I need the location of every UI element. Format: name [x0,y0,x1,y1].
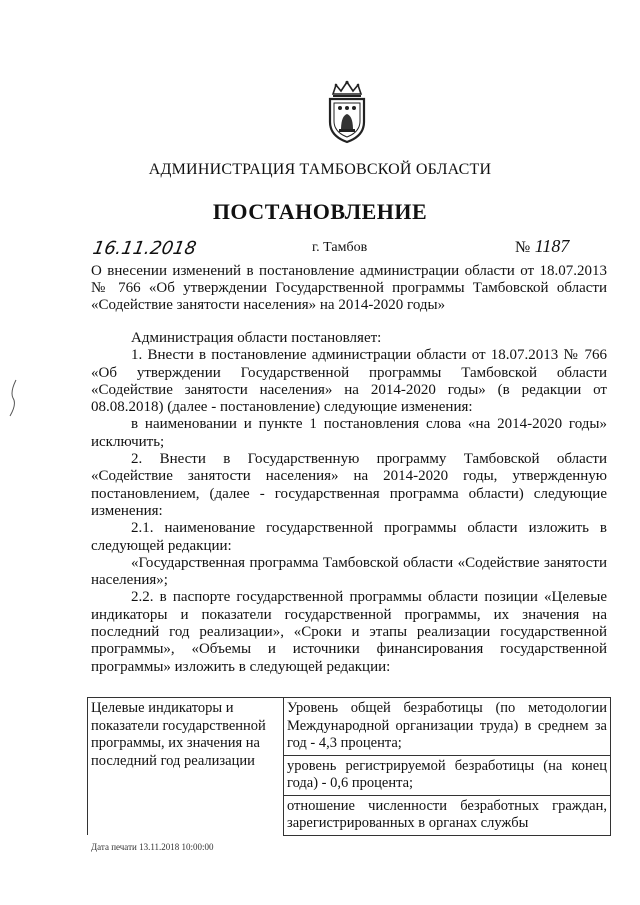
body-paragraph: 2.1. наименование государственной программы области изложить в следующей редакции: [91,520,607,554]
document-type-title: ПОСТАНОВЛЕНИЕ [212,199,428,224]
body-paragraph: в наименовании и пункте 1 постановления слова «на 2014-2020 годы» исключить; [91,416,607,450]
body-paragraph: Администрация области постановляет: [131,330,382,346]
table-cell-indicator-value: уровень регистрируемой безработицы (на конец года) - 0,6 процента; [284,755,611,795]
body-paragraph: 1. Внести в постановление администрации области от 18.07.2013 № 766 «Об утверждении Государственной программы Тамбовской области «Содействие занятости населения» на 2014-2020 годы» (в редакции от 08.08.2018) (далее - постановление) следующие изменения: [91,347,607,416]
document-body [91,330,607,676]
passport-table [87,697,611,836]
document-subject: О внесении изменений в постановление администрации области от 18.07.2013 № 766 «Об утверждении Государственной программы Тамбовской области «Содействие занятости населения» на 2014-2020 годы» [91,263,607,313]
number-value: 1187 [534,236,570,256]
table-row [88,698,611,756]
document-date: 16.11.2018 [91,238,198,259]
tambov-coat-of-arms-icon [324,80,370,144]
body-paragraph: «Государственная программа Тамбовской области «Содействие занятости населения»; [91,554,607,589]
administration-name: АДМИНИСТРАЦИЯ ТАМБОВСКОЙ ОБЛАСТИ [148,161,492,178]
print-date-footer: Дата печати 13.11.2018 10:00:00 [91,842,214,852]
number-sign: № [515,239,531,256]
table-cell-indicator-value: Уровень общей безработицы (по методологии Международной организации труда) в среднем за год - 4,3 процента; [284,698,611,756]
table-cell-indicator-label: Целевые индикаторы и показатели государственной программы, их значения на последний год реализации [88,698,284,836]
body-paragraph: 2.2. в паспорте государственной программы области позиции «Целевые индикаторы и показатели государственной программы, их значения на последний год реализации», «Сроки и этапы реализации государственной программы», «Объемы и источники финансирования государственной программы» изложить в следующей редакции: [91,589,607,675]
margin-pen-mark-icon [4,378,22,418]
table-cell-indicator-value: отношение численности безработных граждан, зарегистрированных в органах службы [284,795,611,835]
body-paragraph: 2. Внести в Государственную программу Тамбовской области «Содействие занятости населения» на 2014-2020 годы, утвержденную постановлением, (далее - государственная программа области) следующие изменения: [91,451,607,519]
document-number [515,236,569,257]
document-city: г. Тамбов [312,240,368,255]
